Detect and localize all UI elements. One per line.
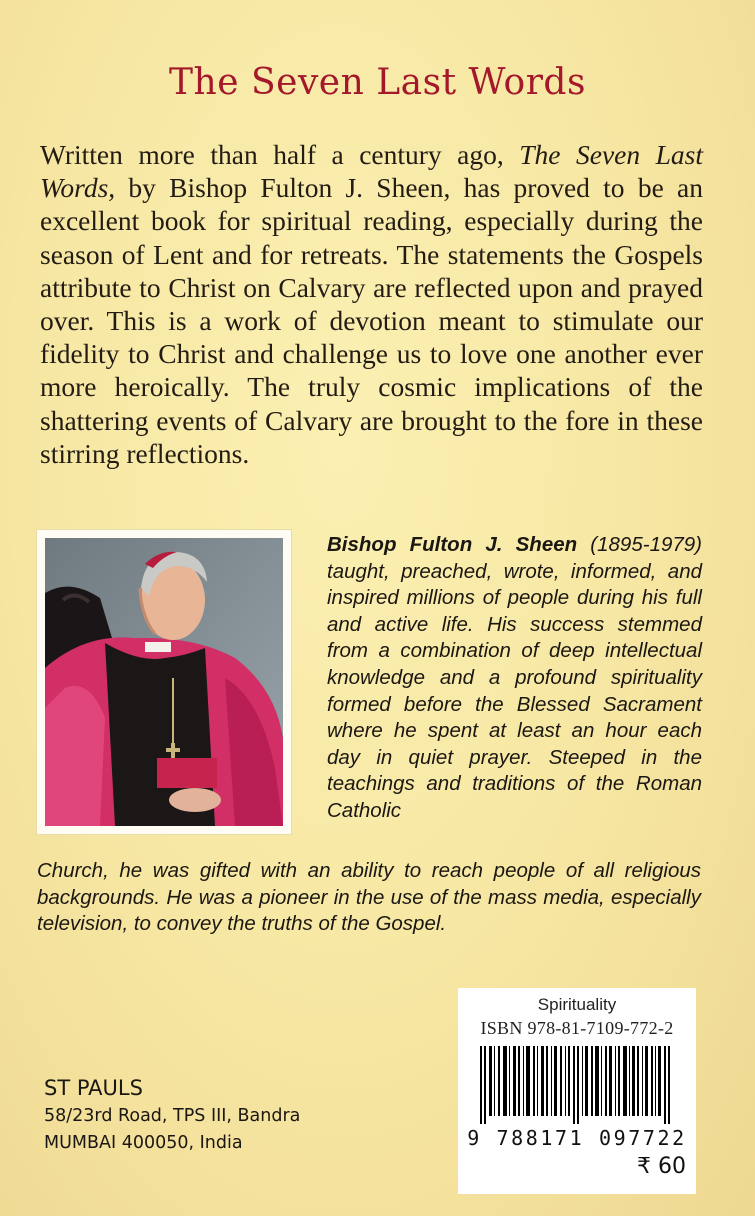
barcode-icon (480, 1046, 674, 1124)
author-bio-text-part1: (1895-1979) taught, preached, wrote, informed, and inspired millions of people during his full and active life. His success stemmed from a combination of deep intellectual knowledge and a profound spirituality formed before the Blessed Sacrament where he spent at least an hour each day in quiet prayer. Steeped in the teachings and traditions of the Roman Catholic (327, 533, 702, 822)
publisher-address-line2: MUMBAI 400050, India (44, 1133, 243, 1153)
isbn-number: ISBN 978-81-7109-772-2 (480, 1018, 674, 1038)
book-category: Spirituality (537, 995, 617, 1014)
author-bio-continued (37, 858, 701, 938)
book-description (40, 138, 703, 470)
author-bio (327, 532, 702, 825)
author-name: Bishop Fulton J. Sheen (327, 533, 578, 556)
author-bio-text-part2: Church, he was gifted with an ability to reach people of all religious backgrounds. He was a pioneer in the use of the mass media, especially television, to convey the truths of the Gospel. (37, 859, 701, 936)
barcode-digits: 9 788171 097722 (467, 1126, 687, 1150)
publisher-block (44, 1073, 300, 1157)
description-book-title: The Seven Last Words, (40, 139, 703, 204)
author-portrait-image (45, 538, 283, 826)
publisher-address-line1: 58/23rd Road, TPS III, Bandra (44, 1106, 301, 1126)
book-title: The Seven Last Words (169, 62, 586, 103)
description-text: by Bishop Fulton J. Sheen, has proved to be an excellent book for spiritual reading, especially during the season of Lent and for retreats. The statements the Gospels attribute to Christ on Calvary are reflected upon and prayed over. This is a work of devotion meant to stimulate our fidelity to Christ and challenge us to love one another ever more heroically. The truly cosmic implications of the shattering events of Calvary are brought to the fore in these stirring reflections. (40, 172, 703, 469)
book-price: ₹ 60 (637, 1154, 686, 1179)
description-intro: Written more than half a century ago, (40, 139, 520, 170)
publisher-name: ST PAULS (44, 1076, 143, 1100)
author-photo (37, 530, 291, 834)
isbn-box (458, 988, 696, 1194)
